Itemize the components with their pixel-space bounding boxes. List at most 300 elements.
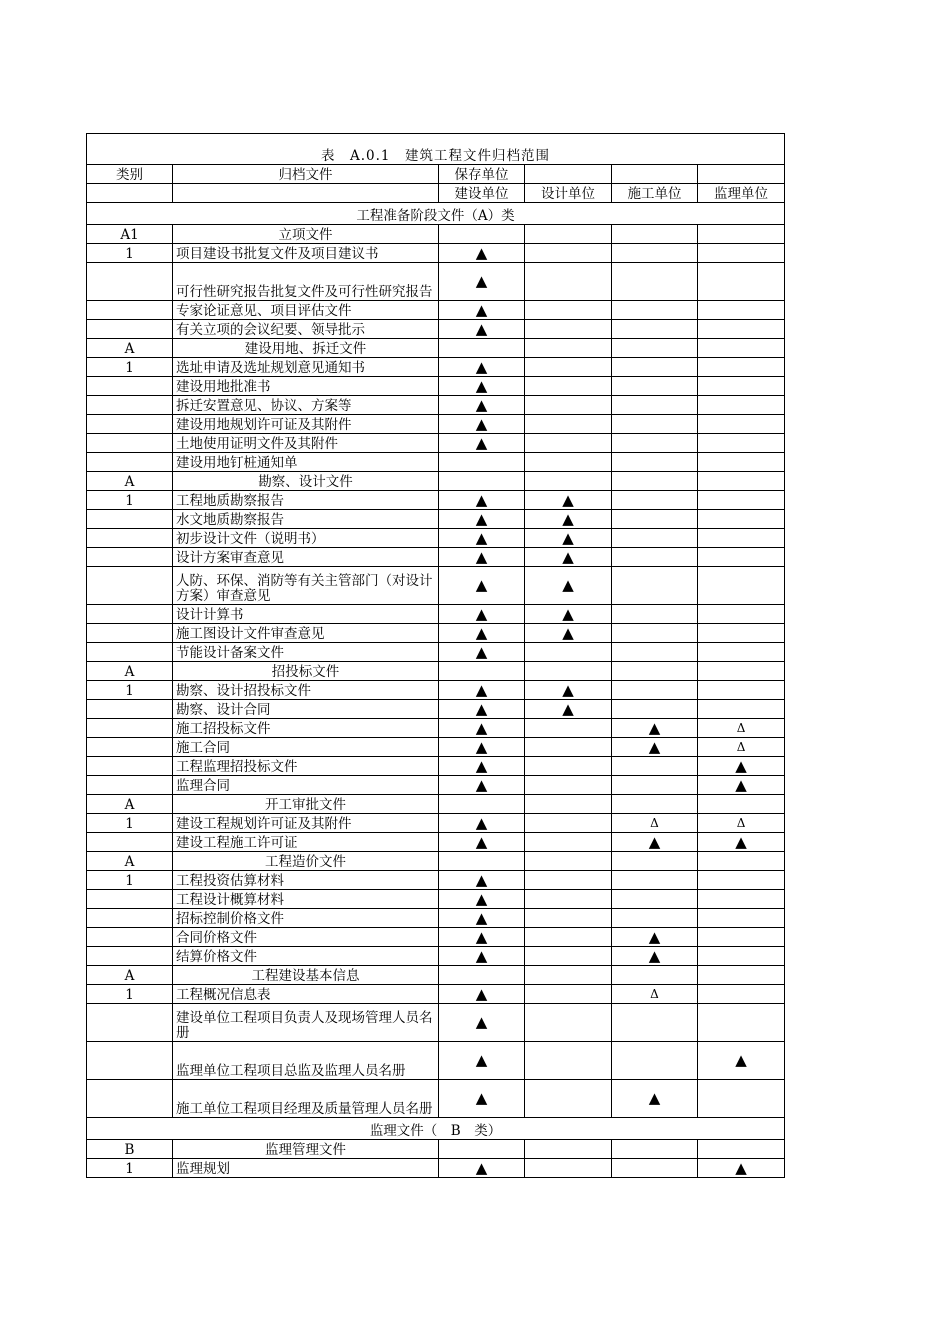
table-row: [87, 928, 785, 947]
header-blank: [87, 184, 173, 203]
category-code: [87, 1080, 173, 1118]
table-row: [87, 377, 785, 396]
mark-cell: [612, 700, 698, 719]
filled-triangle-mark: ▲: [698, 776, 785, 795]
mark-cell: [525, 415, 612, 434]
group-name: 工程建设基本信息: [173, 966, 439, 985]
document-name: 土地使用证明文件及其附件: [173, 434, 439, 453]
mark-cell: [698, 472, 785, 491]
table-row: [87, 814, 785, 833]
document-name: 勘察、设计招投标文件: [173, 681, 439, 700]
mark-cell: [525, 852, 612, 871]
filled-triangle-mark: ▲: [612, 738, 698, 757]
table-row: [87, 643, 785, 662]
document-name: 建设单位工程项目负责人及现场管理人员名册: [173, 1004, 439, 1042]
filled-triangle-mark: ▲: [698, 1042, 785, 1080]
mark-cell: [525, 396, 612, 415]
category-code: [87, 453, 173, 472]
group-row: [87, 852, 785, 871]
filled-triangle-mark: ▲: [525, 548, 612, 567]
document-name: 工程概况信息表: [173, 985, 439, 1004]
archive-scope-table: [86, 133, 785, 1178]
filled-triangle-mark: ▲: [439, 928, 525, 947]
category-code: [87, 719, 173, 738]
category-code: 1: [87, 814, 173, 833]
mark-cell: [612, 263, 698, 301]
category-code: [87, 700, 173, 719]
category-code: [87, 301, 173, 320]
mark-cell: [698, 890, 785, 909]
document-name: 设计方案审查意见: [173, 548, 439, 567]
category-code: [87, 928, 173, 947]
mark-cell: [612, 491, 698, 510]
mark-cell: [612, 339, 698, 358]
mark-cell: [612, 605, 698, 624]
group-name: 立项文件: [173, 225, 439, 244]
category-code: [87, 624, 173, 643]
document-name: 可行性研究报告批复文件及可行性研究报告: [173, 263, 439, 301]
table-row: [87, 453, 785, 472]
category-code: [87, 947, 173, 966]
mark-cell: [612, 909, 698, 928]
mark-cell: [698, 1004, 785, 1042]
document-name: 水文地质勘察报告: [173, 510, 439, 529]
mark-cell: [439, 453, 525, 472]
mark-cell: [612, 1140, 698, 1159]
filled-triangle-mark: ▲: [439, 624, 525, 643]
mark-cell: [525, 643, 612, 662]
filled-triangle-mark: ▲: [525, 700, 612, 719]
document-name: 施工单位工程项目经理及质量管理人员名册: [173, 1080, 439, 1118]
header-blank: [612, 165, 698, 184]
category-code: [87, 605, 173, 624]
document-name: 施工图设计文件审查意见: [173, 624, 439, 643]
document-name: 监理合同: [173, 776, 439, 795]
mark-cell: [612, 320, 698, 339]
header-category: 类别: [87, 165, 173, 184]
filled-triangle-mark: ▲: [525, 510, 612, 529]
filled-triangle-mark: ▲: [698, 1159, 785, 1178]
mark-cell: [698, 396, 785, 415]
group-name: 招投标文件: [173, 662, 439, 681]
table-row: [87, 757, 785, 776]
mark-cell: [525, 263, 612, 301]
table-row: [87, 1042, 785, 1080]
section-row: [87, 1118, 785, 1140]
filled-triangle-mark: ▲: [525, 529, 612, 548]
mark-cell: [698, 852, 785, 871]
category-code: A: [87, 966, 173, 985]
group-name: 勘察、设计文件: [173, 472, 439, 491]
mark-cell: [612, 396, 698, 415]
mark-cell: [612, 1042, 698, 1080]
category-code: [87, 396, 173, 415]
mark-cell: [525, 966, 612, 985]
mark-cell: [525, 377, 612, 396]
mark-cell: [525, 1140, 612, 1159]
table-row: [87, 1004, 785, 1042]
filled-triangle-mark: ▲: [612, 928, 698, 947]
filled-triangle-mark: ▲: [439, 738, 525, 757]
mark-cell: [698, 529, 785, 548]
filled-triangle-mark: ▲: [439, 605, 525, 624]
mark-cell: [439, 966, 525, 985]
category-code: A: [87, 795, 173, 814]
category-code: 1: [87, 681, 173, 700]
filled-triangle-mark: ▲: [439, 567, 525, 605]
table-row: [87, 776, 785, 795]
mark-cell: [698, 624, 785, 643]
mark-cell: [612, 662, 698, 681]
category-code: [87, 643, 173, 662]
mark-cell: [612, 453, 698, 472]
category-code: [87, 377, 173, 396]
mark-cell: [698, 377, 785, 396]
filled-triangle-mark: ▲: [439, 643, 525, 662]
filled-triangle-mark: ▲: [439, 1080, 525, 1118]
document-name: 工程地质勘察报告: [173, 491, 439, 510]
mark-cell: [612, 434, 698, 453]
mark-cell: [698, 871, 785, 890]
filled-triangle-mark: ▲: [439, 244, 525, 263]
filled-triangle-mark: ▲: [439, 301, 525, 320]
table-row: [87, 833, 785, 852]
mark-cell: [612, 301, 698, 320]
category-code: B: [87, 1140, 173, 1159]
document-name: 施工合同: [173, 738, 439, 757]
mark-cell: [525, 909, 612, 928]
filled-triangle-mark: ▲: [439, 1042, 525, 1080]
filled-triangle-mark: ▲: [612, 1080, 698, 1118]
group-row: [87, 472, 785, 491]
document-name: 合同价格文件: [173, 928, 439, 947]
mark-cell: [525, 928, 612, 947]
mark-cell: [698, 795, 785, 814]
document-name: 监理规划: [173, 1159, 439, 1178]
filled-triangle-mark: ▲: [612, 719, 698, 738]
table-row: [87, 320, 785, 339]
category-code: [87, 415, 173, 434]
filled-triangle-mark: ▲: [439, 263, 525, 301]
mark-cell: [525, 662, 612, 681]
table-row: [87, 510, 785, 529]
filled-triangle-mark: ▲: [439, 396, 525, 415]
mark-cell: [698, 434, 785, 453]
mark-cell: [439, 472, 525, 491]
table-row: [87, 396, 785, 415]
mark-cell: [612, 358, 698, 377]
table-row: [87, 985, 785, 1004]
filled-triangle-mark: ▲: [439, 757, 525, 776]
table-row: [87, 434, 785, 453]
header-unit-construction: 建设单位: [439, 184, 525, 203]
filled-triangle-mark: ▲: [612, 947, 698, 966]
filled-triangle-mark: ▲: [439, 1159, 525, 1178]
filled-triangle-mark: ▲: [525, 624, 612, 643]
table-row: [87, 358, 785, 377]
category-code: [87, 1042, 173, 1080]
document-name: 建设用地批准书: [173, 377, 439, 396]
filled-triangle-mark: ▲: [439, 833, 525, 852]
group-row: [87, 225, 785, 244]
mark-cell: [698, 681, 785, 700]
mark-cell: [612, 567, 698, 605]
category-code: [87, 529, 173, 548]
mark-cell: [612, 244, 698, 263]
category-code: [87, 434, 173, 453]
mark-cell: [698, 415, 785, 434]
group-name: 开工审批文件: [173, 795, 439, 814]
mark-cell: [698, 491, 785, 510]
header-row-1: [87, 165, 785, 184]
mark-cell: [612, 624, 698, 643]
category-code: 1: [87, 871, 173, 890]
mark-cell: [612, 1004, 698, 1042]
document-name: 选址申请及选址规划意见通知书: [173, 358, 439, 377]
mark-cell: [525, 814, 612, 833]
category-code: A: [87, 472, 173, 491]
mark-cell: [612, 548, 698, 567]
mark-cell: [525, 1042, 612, 1080]
table-row: [87, 605, 785, 624]
filled-triangle-mark: ▲: [439, 700, 525, 719]
filled-triangle-mark: ▲: [439, 377, 525, 396]
header-storage-units: 保存单位: [439, 165, 525, 184]
mark-cell: [525, 225, 612, 244]
filled-triangle-mark: ▲: [439, 529, 525, 548]
category-code: [87, 1004, 173, 1042]
mark-cell: [698, 339, 785, 358]
document-name: 初步设计文件（说明书）: [173, 529, 439, 548]
table-row: [87, 548, 785, 567]
mark-cell: [612, 225, 698, 244]
category-code: 1: [87, 491, 173, 510]
mark-cell: [525, 871, 612, 890]
mark-cell: [525, 1159, 612, 1178]
header-unit-design: 设计单位: [525, 184, 612, 203]
group-name: 监理管理文件: [173, 1140, 439, 1159]
category-code: [87, 833, 173, 852]
filled-triangle-mark: ▲: [439, 776, 525, 795]
mark-cell: [698, 358, 785, 377]
section-heading: 监理文件（ B 类）: [87, 1118, 785, 1140]
mark-cell: [698, 263, 785, 301]
filled-triangle-mark: ▲: [698, 833, 785, 852]
filled-triangle-mark: ▲: [439, 491, 525, 510]
document-name: 勘察、设计合同: [173, 700, 439, 719]
mark-cell: [525, 776, 612, 795]
mark-cell: [698, 320, 785, 339]
filled-triangle-mark: ▲: [612, 833, 698, 852]
document-name: 工程监理招投标文件: [173, 757, 439, 776]
category-code: [87, 567, 173, 605]
category-code: 1: [87, 985, 173, 1004]
filled-triangle-mark: ▲: [439, 548, 525, 567]
category-code: A1: [87, 225, 173, 244]
category-code: [87, 776, 173, 795]
mark-cell: [525, 453, 612, 472]
filled-triangle-mark: ▲: [439, 814, 525, 833]
group-row: [87, 339, 785, 358]
open-triangle-mark: Δ: [698, 719, 785, 738]
mark-cell: [698, 225, 785, 244]
filled-triangle-mark: ▲: [439, 871, 525, 890]
mark-cell: [698, 966, 785, 985]
mark-cell: [612, 377, 698, 396]
table-row: [87, 681, 785, 700]
mark-cell: [612, 966, 698, 985]
mark-cell: [525, 301, 612, 320]
mark-cell: [612, 472, 698, 491]
filled-triangle-mark: ▲: [439, 320, 525, 339]
table-row: [87, 263, 785, 301]
mark-cell: [698, 605, 785, 624]
open-triangle-mark: Δ: [612, 814, 698, 833]
filled-triangle-mark: ▲: [439, 890, 525, 909]
category-code: 1: [87, 1159, 173, 1178]
mark-cell: [525, 985, 612, 1004]
table-row: [87, 947, 785, 966]
document-name: 拆迁安置意见、协议、方案等: [173, 396, 439, 415]
filled-triangle-mark: ▲: [439, 909, 525, 928]
document-name: 结算价格文件: [173, 947, 439, 966]
mark-cell: [698, 947, 785, 966]
mark-cell: [525, 890, 612, 909]
mark-cell: [525, 795, 612, 814]
group-name: 工程造价文件: [173, 852, 439, 871]
table-row: [87, 567, 785, 605]
mark-cell: [698, 510, 785, 529]
group-name: 建设用地、拆迁文件: [173, 339, 439, 358]
filled-triangle-mark: ▲: [439, 947, 525, 966]
category-code: [87, 320, 173, 339]
filled-triangle-mark: ▲: [439, 719, 525, 738]
mark-cell: [612, 871, 698, 890]
table-title: 表 A.0.1 建筑工程文件归档范围: [87, 134, 785, 165]
document-name: 建设用地规划许可证及其附件: [173, 415, 439, 434]
mark-cell: [525, 1080, 612, 1118]
category-code: A: [87, 662, 173, 681]
document-name: 工程投资估算材料: [173, 871, 439, 890]
mark-cell: [698, 985, 785, 1004]
mark-cell: [612, 1159, 698, 1178]
document-name: 建设工程规划许可证及其附件: [173, 814, 439, 833]
mark-cell: [525, 833, 612, 852]
mark-cell: [439, 795, 525, 814]
mark-cell: [612, 643, 698, 662]
filled-triangle-mark: ▲: [525, 567, 612, 605]
category-code: A: [87, 339, 173, 358]
mark-cell: [612, 890, 698, 909]
filled-triangle-mark: ▲: [439, 985, 525, 1004]
document-name: 建设用地钉桩通知单: [173, 453, 439, 472]
mark-cell: [439, 852, 525, 871]
mark-cell: [698, 1140, 785, 1159]
title-row: [87, 134, 785, 165]
table-row: [87, 244, 785, 263]
filled-triangle-mark: ▲: [698, 757, 785, 776]
mark-cell: [525, 434, 612, 453]
category-code: [87, 738, 173, 757]
mark-cell: [698, 643, 785, 662]
mark-cell: [612, 757, 698, 776]
mark-cell: [612, 510, 698, 529]
open-triangle-mark: Δ: [612, 985, 698, 1004]
category-code: [87, 757, 173, 776]
document-name: 工程设计概算材料: [173, 890, 439, 909]
open-triangle-mark: Δ: [698, 738, 785, 757]
mark-cell: [698, 909, 785, 928]
document-name: 设计计算书: [173, 605, 439, 624]
filled-triangle-mark: ▲: [525, 605, 612, 624]
mark-cell: [525, 472, 612, 491]
mark-cell: [698, 700, 785, 719]
table-row: [87, 491, 785, 510]
mark-cell: [525, 757, 612, 776]
header-row-2: [87, 184, 785, 203]
mark-cell: [525, 244, 612, 263]
mark-cell: [698, 244, 785, 263]
mark-cell: [612, 852, 698, 871]
category-code: [87, 548, 173, 567]
open-triangle-mark: Δ: [698, 814, 785, 833]
group-row: [87, 662, 785, 681]
table-row: [87, 871, 785, 890]
document-name: 项目建设书批复文件及项目建议书: [173, 244, 439, 263]
document-name: 有关立项的会议纪要、领导批示: [173, 320, 439, 339]
mark-cell: [612, 529, 698, 548]
mark-cell: [612, 681, 698, 700]
header-blank: [173, 184, 439, 203]
mark-cell: [698, 548, 785, 567]
header-blank: [698, 165, 785, 184]
document-name: 专家论证意见、项目评估文件: [173, 301, 439, 320]
mark-cell: [525, 339, 612, 358]
mark-cell: [525, 738, 612, 757]
mark-cell: [525, 358, 612, 377]
category-code: 1: [87, 244, 173, 263]
table-row: [87, 738, 785, 757]
document-name: 建设工程施工许可证: [173, 833, 439, 852]
mark-cell: [525, 719, 612, 738]
mark-cell: [439, 225, 525, 244]
table-row: [87, 890, 785, 909]
table-row: [87, 1080, 785, 1118]
mark-cell: [698, 567, 785, 605]
filled-triangle-mark: ▲: [525, 681, 612, 700]
document-name: 节能设计备案文件: [173, 643, 439, 662]
category-code: [87, 510, 173, 529]
filled-triangle-mark: ▲: [525, 491, 612, 510]
mark-cell: [698, 928, 785, 947]
mark-cell: [698, 453, 785, 472]
group-row: [87, 1140, 785, 1159]
header-unit-builder: 施工单位: [612, 184, 698, 203]
header-blank: [525, 165, 612, 184]
mark-cell: [439, 339, 525, 358]
document-name: 监理单位工程项目总监及监理人员名册: [173, 1042, 439, 1080]
mark-cell: [612, 776, 698, 795]
table-row: [87, 415, 785, 434]
mark-cell: [525, 947, 612, 966]
section-heading: 工程准备阶段文件（A）类: [87, 203, 785, 225]
mark-cell: [698, 662, 785, 681]
category-code: A: [87, 852, 173, 871]
category-code: [87, 263, 173, 301]
filled-triangle-mark: ▲: [439, 358, 525, 377]
table-row: [87, 700, 785, 719]
document-name: 招标控制价格文件: [173, 909, 439, 928]
